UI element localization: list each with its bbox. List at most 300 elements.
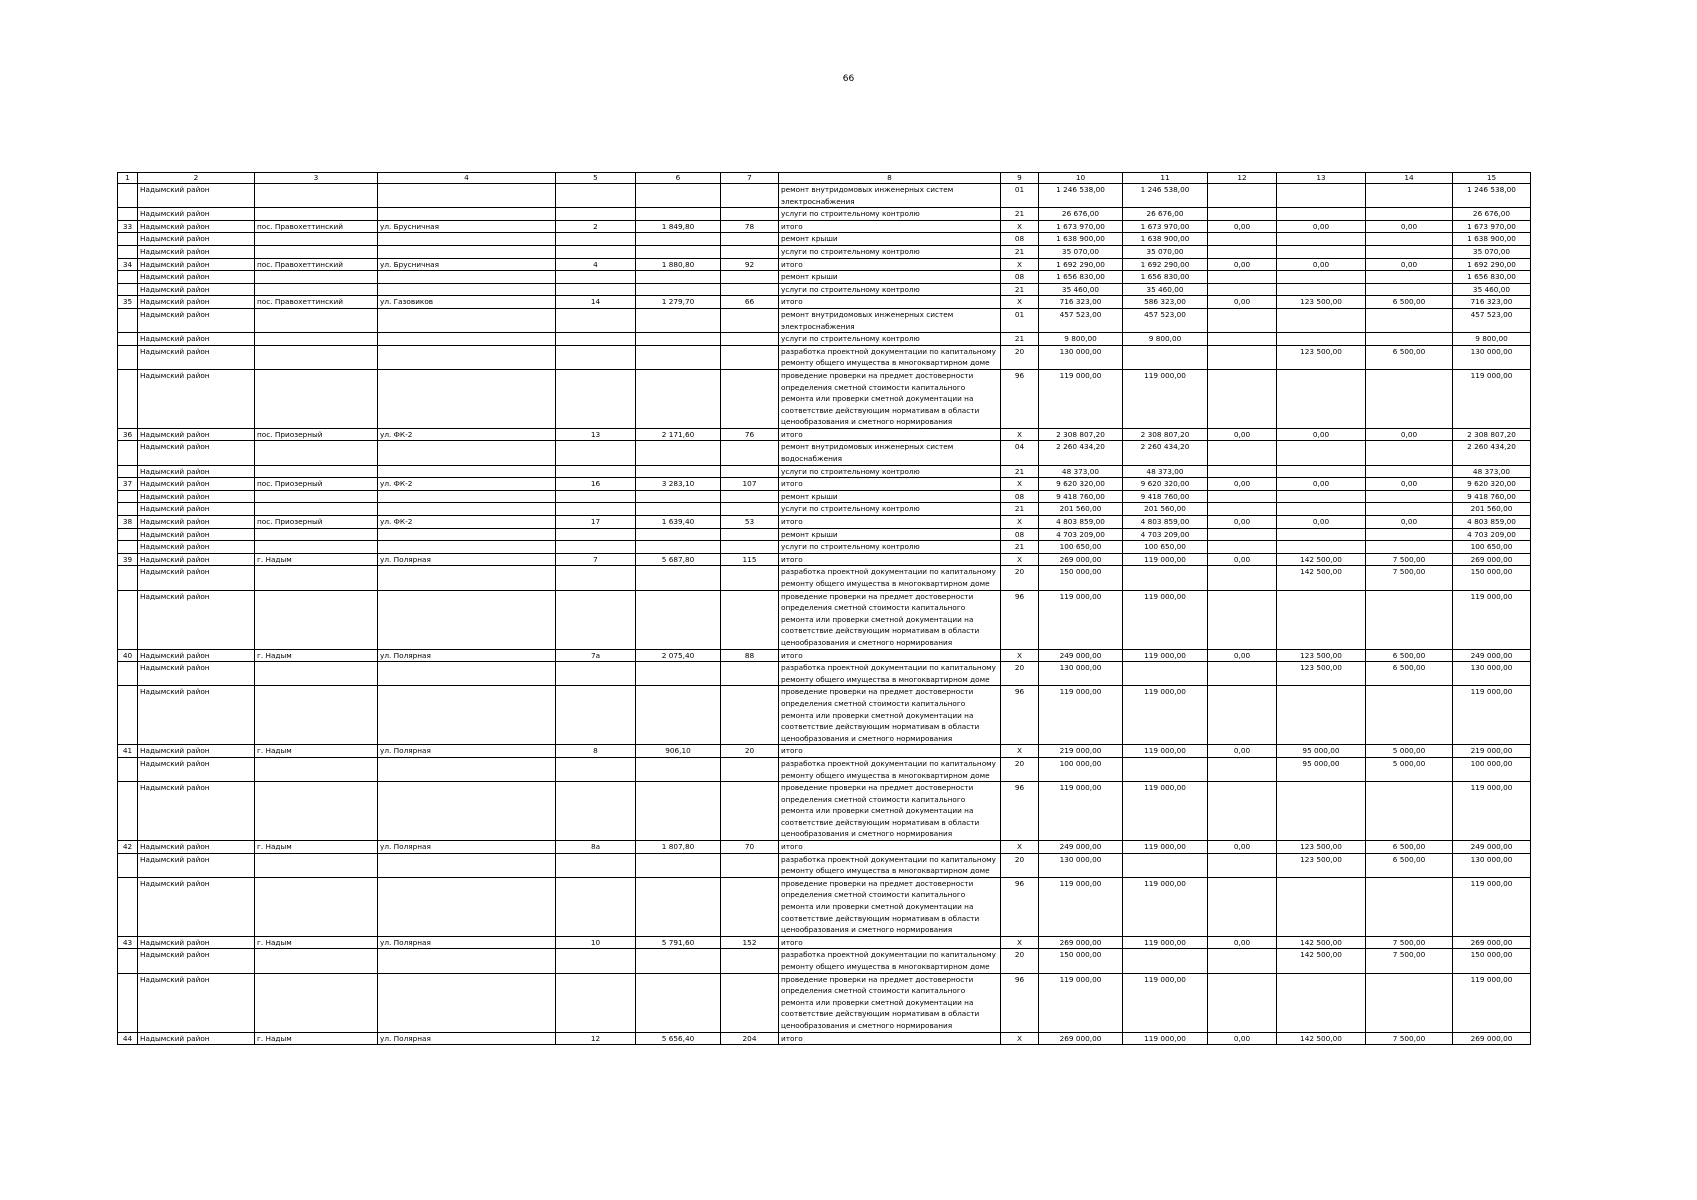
col-settlement-cell	[255, 490, 378, 503]
col-residents-cell	[721, 333, 779, 346]
table-row	[118, 936, 1531, 949]
col-residents-cell: 76	[721, 428, 779, 441]
col-street-cell	[378, 208, 556, 221]
col-street-cell	[378, 686, 556, 745]
col-municipality-cell: Надымский район	[138, 208, 255, 221]
col-number-cell: 43	[118, 936, 138, 949]
col-settlement-cell	[255, 369, 378, 428]
col-code-cell: 20	[1001, 566, 1039, 590]
col-municipality-cell: Надымский район	[138, 233, 255, 246]
col-number-cell	[118, 662, 138, 686]
col-total-cell: 150 000,00	[1039, 949, 1123, 973]
col-number-cell	[118, 490, 138, 503]
col-house-cell	[556, 973, 636, 1032]
col-settlement-cell: пос. Правохеттинский	[255, 220, 378, 233]
col-settlement-cell	[255, 245, 378, 258]
col-street-cell	[378, 853, 556, 877]
col-house-cell: 4	[556, 258, 636, 271]
col-settlement-cell	[255, 590, 378, 649]
col-work-type-cell: итого	[779, 745, 1001, 758]
col-number-cell	[118, 853, 138, 877]
col-work-type-cell: услуги по строительному контролю	[779, 503, 1001, 516]
table-row	[118, 220, 1531, 233]
col-fund-cell: 119 000,00	[1123, 782, 1208, 841]
col-residents-cell	[721, 503, 779, 516]
col-fund-cell: 48 373,00	[1123, 465, 1208, 478]
col-number-cell	[118, 686, 138, 745]
col-work-type-cell: проведение проверки на предмет достоверности определения сметной стоимости капитального ремонта или проверки сметной документации на соответствие действующим нормативам в области ценообразования и сметного нормирования	[779, 973, 1001, 1032]
table-row	[118, 853, 1531, 877]
col-work-type-cell: итого	[779, 296, 1001, 309]
table-row	[118, 208, 1531, 221]
col-number-cell	[118, 308, 138, 332]
col-owners-cell	[1366, 184, 1453, 208]
col-budget-region-cell	[1208, 877, 1277, 936]
col-code-cell: X	[1001, 220, 1039, 233]
col-sum-cell: 249 000,00	[1453, 649, 1531, 662]
col-area-cell	[636, 528, 721, 541]
col-house-cell	[556, 245, 636, 258]
col-budget-local-cell	[1277, 528, 1366, 541]
col-settlement-cell	[255, 308, 378, 332]
col-area-cell: 1 849,80	[636, 220, 721, 233]
col-total-cell: 2 308 807,20	[1039, 428, 1123, 441]
col-street-cell	[378, 283, 556, 296]
col-street-cell	[378, 590, 556, 649]
col-code-cell: X	[1001, 478, 1039, 491]
table-row	[118, 283, 1531, 296]
col-code-cell: X	[1001, 649, 1039, 662]
col-fund-cell: 119 000,00	[1123, 841, 1208, 854]
col-municipality-cell: Надымский район	[138, 220, 255, 233]
col-settlement-cell	[255, 333, 378, 346]
col-residents-cell	[721, 184, 779, 208]
col-work-type-cell: итого	[779, 478, 1001, 491]
col-budget-region-cell: 0,00	[1208, 841, 1277, 854]
col-budget-region-cell	[1208, 541, 1277, 554]
col-area-cell	[636, 369, 721, 428]
header-cell-col-street: 4	[378, 173, 556, 184]
col-fund-cell: 9 800,00	[1123, 333, 1208, 346]
col-municipality-cell: Надымский район	[138, 841, 255, 854]
table-row	[118, 296, 1531, 309]
col-settlement-cell: г. Надым	[255, 841, 378, 854]
table-row	[118, 541, 1531, 554]
col-budget-region-cell	[1208, 503, 1277, 516]
col-residents-cell	[721, 973, 779, 1032]
col-total-cell: 1 673 970,00	[1039, 220, 1123, 233]
col-number-cell: 42	[118, 841, 138, 854]
col-settlement-cell	[255, 441, 378, 465]
col-budget-local-cell: 0,00	[1277, 258, 1366, 271]
col-sum-cell: 150 000,00	[1453, 566, 1531, 590]
col-settlement-cell	[255, 208, 378, 221]
col-house-cell	[556, 208, 636, 221]
col-area-cell	[636, 757, 721, 781]
col-fund-cell: 119 000,00	[1123, 553, 1208, 566]
col-budget-local-cell	[1277, 208, 1366, 221]
table-row	[118, 686, 1531, 745]
col-number-cell: 39	[118, 553, 138, 566]
col-municipality-cell: Надымский район	[138, 516, 255, 529]
col-municipality-cell: Надымский район	[138, 528, 255, 541]
col-budget-local-cell: 95 000,00	[1277, 745, 1366, 758]
col-budget-region-cell: 0,00	[1208, 745, 1277, 758]
col-house-cell: 10	[556, 936, 636, 949]
col-settlement-cell: г. Надым	[255, 1032, 378, 1045]
col-budget-region-cell	[1208, 283, 1277, 296]
col-work-type-cell: разработка проектной документации по капитальному ремонту общего имущества в многоквартирном доме	[779, 949, 1001, 973]
col-settlement-cell	[255, 271, 378, 284]
col-municipality-cell: Надымский район	[138, 745, 255, 758]
col-work-type-cell: ремонт внутридомовых инженерных систем водоснабжения	[779, 441, 1001, 465]
col-street-cell	[378, 490, 556, 503]
col-budget-region-cell	[1208, 441, 1277, 465]
col-street-cell	[378, 949, 556, 973]
col-residents-cell: 78	[721, 220, 779, 233]
col-settlement-cell: г. Надым	[255, 649, 378, 662]
col-budget-local-cell: 142 500,00	[1277, 553, 1366, 566]
col-house-cell	[556, 566, 636, 590]
col-settlement-cell	[255, 233, 378, 246]
col-sum-cell: 269 000,00	[1453, 553, 1531, 566]
col-street-cell	[378, 877, 556, 936]
col-sum-cell: 457 523,00	[1453, 308, 1531, 332]
col-house-cell: 17	[556, 516, 636, 529]
header-cell-col-code: 9	[1001, 173, 1039, 184]
col-budget-local-cell	[1277, 245, 1366, 258]
col-house-cell	[556, 853, 636, 877]
col-fund-cell: 2 260 434,20	[1123, 441, 1208, 465]
col-area-cell: 5 791,60	[636, 936, 721, 949]
col-area-cell	[636, 490, 721, 503]
col-number-cell	[118, 441, 138, 465]
col-budget-local-cell: 123 500,00	[1277, 841, 1366, 854]
col-work-type-cell: услуги по строительному контролю	[779, 465, 1001, 478]
col-fund-cell	[1123, 853, 1208, 877]
col-number-cell	[118, 333, 138, 346]
col-fund-cell: 119 000,00	[1123, 877, 1208, 936]
col-residents-cell	[721, 345, 779, 369]
col-house-cell	[556, 782, 636, 841]
col-total-cell: 130 000,00	[1039, 662, 1123, 686]
col-sum-cell: 100 650,00	[1453, 541, 1531, 554]
col-code-cell: 96	[1001, 877, 1039, 936]
col-total-cell: 100 650,00	[1039, 541, 1123, 554]
col-settlement-cell	[255, 853, 378, 877]
col-residents-cell	[721, 590, 779, 649]
col-fund-cell: 586 323,00	[1123, 296, 1208, 309]
col-settlement-cell: пос. Приозерный	[255, 516, 378, 529]
col-owners-cell: 7 500,00	[1366, 1032, 1453, 1045]
col-sum-cell: 130 000,00	[1453, 662, 1531, 686]
col-area-cell: 1 279,70	[636, 296, 721, 309]
col-area-cell: 5 656,40	[636, 1032, 721, 1045]
col-house-cell	[556, 441, 636, 465]
col-budget-region-cell	[1208, 949, 1277, 973]
col-area-cell	[636, 590, 721, 649]
col-budget-region-cell: 0,00	[1208, 1032, 1277, 1045]
col-total-cell: 1 246 538,00	[1039, 184, 1123, 208]
col-residents-cell: 20	[721, 745, 779, 758]
col-settlement-cell	[255, 184, 378, 208]
col-number-cell	[118, 566, 138, 590]
col-residents-cell	[721, 662, 779, 686]
col-area-cell: 906,10	[636, 745, 721, 758]
table-row	[118, 745, 1531, 758]
col-number-cell	[118, 528, 138, 541]
table-row	[118, 662, 1531, 686]
col-street-cell	[378, 465, 556, 478]
col-street-cell	[378, 333, 556, 346]
col-sum-cell: 119 000,00	[1453, 590, 1531, 649]
header-cell-col-area: 6	[636, 173, 721, 184]
col-budget-region-cell	[1208, 465, 1277, 478]
col-budget-region-cell: 0,00	[1208, 936, 1277, 949]
col-work-type-cell: проведение проверки на предмет достоверности определения сметной стоимости капитального ремонта или проверки сметной документации на соответствие действующим нормативам в области ценообразования и сметного нормирования	[779, 686, 1001, 745]
col-house-cell	[556, 686, 636, 745]
col-area-cell	[636, 662, 721, 686]
col-total-cell: 2 260 434,20	[1039, 441, 1123, 465]
col-fund-cell: 1 656 830,00	[1123, 271, 1208, 284]
col-budget-local-cell	[1277, 271, 1366, 284]
col-total-cell: 26 676,00	[1039, 208, 1123, 221]
col-fund-cell	[1123, 662, 1208, 686]
col-area-cell	[636, 245, 721, 258]
col-house-cell	[556, 283, 636, 296]
col-code-cell: 96	[1001, 686, 1039, 745]
col-owners-cell: 6 500,00	[1366, 662, 1453, 686]
col-sum-cell: 2 308 807,20	[1453, 428, 1531, 441]
col-fund-cell: 100 650,00	[1123, 541, 1208, 554]
col-area-cell: 2 171,60	[636, 428, 721, 441]
col-work-type-cell: услуги по строительному контролю	[779, 541, 1001, 554]
col-owners-cell: 6 500,00	[1366, 841, 1453, 854]
col-municipality-cell: Надымский район	[138, 590, 255, 649]
col-owners-cell	[1366, 528, 1453, 541]
col-number-cell	[118, 233, 138, 246]
col-code-cell: 20	[1001, 345, 1039, 369]
col-sum-cell: 2 260 434,20	[1453, 441, 1531, 465]
col-owners-cell: 7 500,00	[1366, 936, 1453, 949]
header-cell-col-number: 1	[118, 173, 138, 184]
col-code-cell: 20	[1001, 662, 1039, 686]
col-code-cell: 21	[1001, 208, 1039, 221]
col-owners-cell: 0,00	[1366, 428, 1453, 441]
table-row	[118, 308, 1531, 332]
col-number-cell: 33	[118, 220, 138, 233]
col-fund-cell	[1123, 566, 1208, 590]
col-area-cell	[636, 283, 721, 296]
col-number-cell: 36	[118, 428, 138, 441]
col-house-cell: 2	[556, 220, 636, 233]
col-sum-cell: 119 000,00	[1453, 686, 1531, 745]
col-work-type-cell: проведение проверки на предмет достоверности определения сметной стоимости капитального ремонта или проверки сметной документации на соответствие действующим нормативам в области ценообразования и сметного нормирования	[779, 877, 1001, 936]
col-area-cell	[636, 184, 721, 208]
col-owners-cell	[1366, 208, 1453, 221]
col-work-type-cell: итого	[779, 1032, 1001, 1045]
col-owners-cell	[1366, 590, 1453, 649]
col-street-cell: ул. Полярная	[378, 936, 556, 949]
col-municipality-cell: Надымский район	[138, 553, 255, 566]
col-total-cell: 119 000,00	[1039, 782, 1123, 841]
col-work-type-cell: ремонт крыши	[779, 528, 1001, 541]
col-budget-region-cell	[1208, 245, 1277, 258]
col-house-cell: 7а	[556, 649, 636, 662]
col-sum-cell: 119 000,00	[1453, 877, 1531, 936]
col-budget-local-cell	[1277, 541, 1366, 554]
col-street-cell: ул. ФК-2	[378, 516, 556, 529]
col-number-cell	[118, 877, 138, 936]
col-budget-local-cell	[1277, 490, 1366, 503]
table-row	[118, 949, 1531, 973]
col-municipality-cell: Надымский район	[138, 184, 255, 208]
col-residents-cell: 66	[721, 296, 779, 309]
col-residents-cell	[721, 369, 779, 428]
col-settlement-cell: г. Надым	[255, 745, 378, 758]
col-work-type-cell: разработка проектной документации по капитальному ремонту общего имущества в многоквартирном доме	[779, 853, 1001, 877]
col-owners-cell	[1366, 283, 1453, 296]
col-settlement-cell	[255, 503, 378, 516]
col-code-cell: 21	[1001, 245, 1039, 258]
budget-table	[117, 172, 1531, 1045]
col-code-cell: X	[1001, 516, 1039, 529]
col-budget-region-cell: 0,00	[1208, 428, 1277, 441]
col-residents-cell	[721, 283, 779, 296]
col-residents-cell: 70	[721, 841, 779, 854]
col-budget-region-cell: 0,00	[1208, 649, 1277, 662]
col-fund-cell: 4 703 209,00	[1123, 528, 1208, 541]
col-budget-region-cell	[1208, 757, 1277, 781]
col-house-cell	[556, 528, 636, 541]
col-work-type-cell: проведение проверки на предмет достоверности определения сметной стоимости капитального ремонта или проверки сметной документации на соответствие действующим нормативам в области ценообразования и сметного нормирования	[779, 782, 1001, 841]
col-owners-cell: 0,00	[1366, 478, 1453, 491]
col-fund-cell: 1 638 900,00	[1123, 233, 1208, 246]
col-sum-cell: 1 692 290,00	[1453, 258, 1531, 271]
col-code-cell: X	[1001, 258, 1039, 271]
col-number-cell	[118, 283, 138, 296]
col-residents-cell	[721, 308, 779, 332]
col-residents-cell	[721, 441, 779, 465]
col-code-cell: 01	[1001, 184, 1039, 208]
col-residents-cell: 204	[721, 1032, 779, 1045]
col-house-cell	[556, 369, 636, 428]
col-house-cell	[556, 877, 636, 936]
col-residents-cell	[721, 949, 779, 973]
col-budget-local-cell: 123 500,00	[1277, 649, 1366, 662]
col-budget-local-cell: 142 500,00	[1277, 936, 1366, 949]
col-sum-cell: 9 418 760,00	[1453, 490, 1531, 503]
col-municipality-cell: Надымский район	[138, 877, 255, 936]
col-budget-local-cell	[1277, 369, 1366, 428]
col-work-type-cell: разработка проектной документации по капитальному ремонту общего имущества в многоквартирном доме	[779, 566, 1001, 590]
col-sum-cell: 119 000,00	[1453, 782, 1531, 841]
col-municipality-cell: Надымский район	[138, 345, 255, 369]
col-total-cell: 35 460,00	[1039, 283, 1123, 296]
col-area-cell	[636, 541, 721, 554]
col-owners-cell	[1366, 333, 1453, 346]
col-work-type-cell: ремонт крыши	[779, 271, 1001, 284]
col-street-cell	[378, 369, 556, 428]
col-sum-cell: 201 560,00	[1453, 503, 1531, 516]
col-budget-local-cell	[1277, 465, 1366, 478]
col-residents-cell: 53	[721, 516, 779, 529]
col-house-cell: 8	[556, 745, 636, 758]
col-fund-cell: 1 692 290,00	[1123, 258, 1208, 271]
col-municipality-cell: Надымский район	[138, 662, 255, 686]
col-street-cell	[378, 973, 556, 1032]
col-budget-local-cell: 123 500,00	[1277, 296, 1366, 309]
col-code-cell: X	[1001, 841, 1039, 854]
col-municipality-cell: Надымский район	[138, 465, 255, 478]
col-street-cell	[378, 345, 556, 369]
col-street-cell	[378, 528, 556, 541]
col-sum-cell: 9 620 320,00	[1453, 478, 1531, 491]
col-fund-cell: 4 803 859,00	[1123, 516, 1208, 529]
col-total-cell: 716 323,00	[1039, 296, 1123, 309]
col-municipality-cell: Надымский район	[138, 441, 255, 465]
col-budget-local-cell: 0,00	[1277, 220, 1366, 233]
col-budget-region-cell: 0,00	[1208, 296, 1277, 309]
col-settlement-cell	[255, 973, 378, 1032]
col-settlement-cell: пос. Правохеттинский	[255, 258, 378, 271]
col-total-cell: 1 656 830,00	[1039, 271, 1123, 284]
table-row	[118, 841, 1531, 854]
col-sum-cell: 269 000,00	[1453, 936, 1531, 949]
col-budget-local-cell: 142 500,00	[1277, 1032, 1366, 1045]
col-total-cell: 269 000,00	[1039, 1032, 1123, 1045]
col-work-type-cell: итого	[779, 936, 1001, 949]
col-street-cell: ул. Полярная	[378, 745, 556, 758]
col-budget-region-cell	[1208, 590, 1277, 649]
col-total-cell: 119 000,00	[1039, 973, 1123, 1032]
col-work-type-cell: проведение проверки на предмет достоверности определения сметной стоимости капитального ремонта или проверки сметной документации на соответствие действующим нормативам в области ценообразования и сметного нормирования	[779, 369, 1001, 428]
col-budget-region-cell: 0,00	[1208, 553, 1277, 566]
col-municipality-cell: Надымский район	[138, 853, 255, 877]
col-code-cell: 21	[1001, 541, 1039, 554]
col-total-cell: 119 000,00	[1039, 686, 1123, 745]
col-residents-cell	[721, 541, 779, 554]
table-row	[118, 369, 1531, 428]
col-area-cell	[636, 782, 721, 841]
col-number-cell	[118, 345, 138, 369]
col-fund-cell: 457 523,00	[1123, 308, 1208, 332]
table-row	[118, 757, 1531, 781]
col-sum-cell: 130 000,00	[1453, 345, 1531, 369]
col-budget-local-cell	[1277, 782, 1366, 841]
col-house-cell: 16	[556, 478, 636, 491]
table-row	[118, 428, 1531, 441]
col-settlement-cell	[255, 686, 378, 745]
col-municipality-cell: Надымский район	[138, 503, 255, 516]
col-work-type-cell: ремонт крыши	[779, 490, 1001, 503]
col-settlement-cell	[255, 877, 378, 936]
col-budget-local-cell: 142 500,00	[1277, 566, 1366, 590]
col-owners-cell	[1366, 877, 1453, 936]
col-work-type-cell: разработка проектной документации по капитальному ремонту общего имущества в многоквартирном доме	[779, 757, 1001, 781]
col-municipality-cell: Надымский район	[138, 757, 255, 781]
col-house-cell	[556, 184, 636, 208]
col-residents-cell: 107	[721, 478, 779, 491]
col-municipality-cell: Надымский район	[138, 283, 255, 296]
col-fund-cell	[1123, 757, 1208, 781]
col-settlement-cell	[255, 662, 378, 686]
col-budget-region-cell	[1208, 686, 1277, 745]
col-fund-cell: 119 000,00	[1123, 649, 1208, 662]
col-owners-cell	[1366, 782, 1453, 841]
col-code-cell: 20	[1001, 949, 1039, 973]
col-street-cell: ул. ФК-2	[378, 428, 556, 441]
